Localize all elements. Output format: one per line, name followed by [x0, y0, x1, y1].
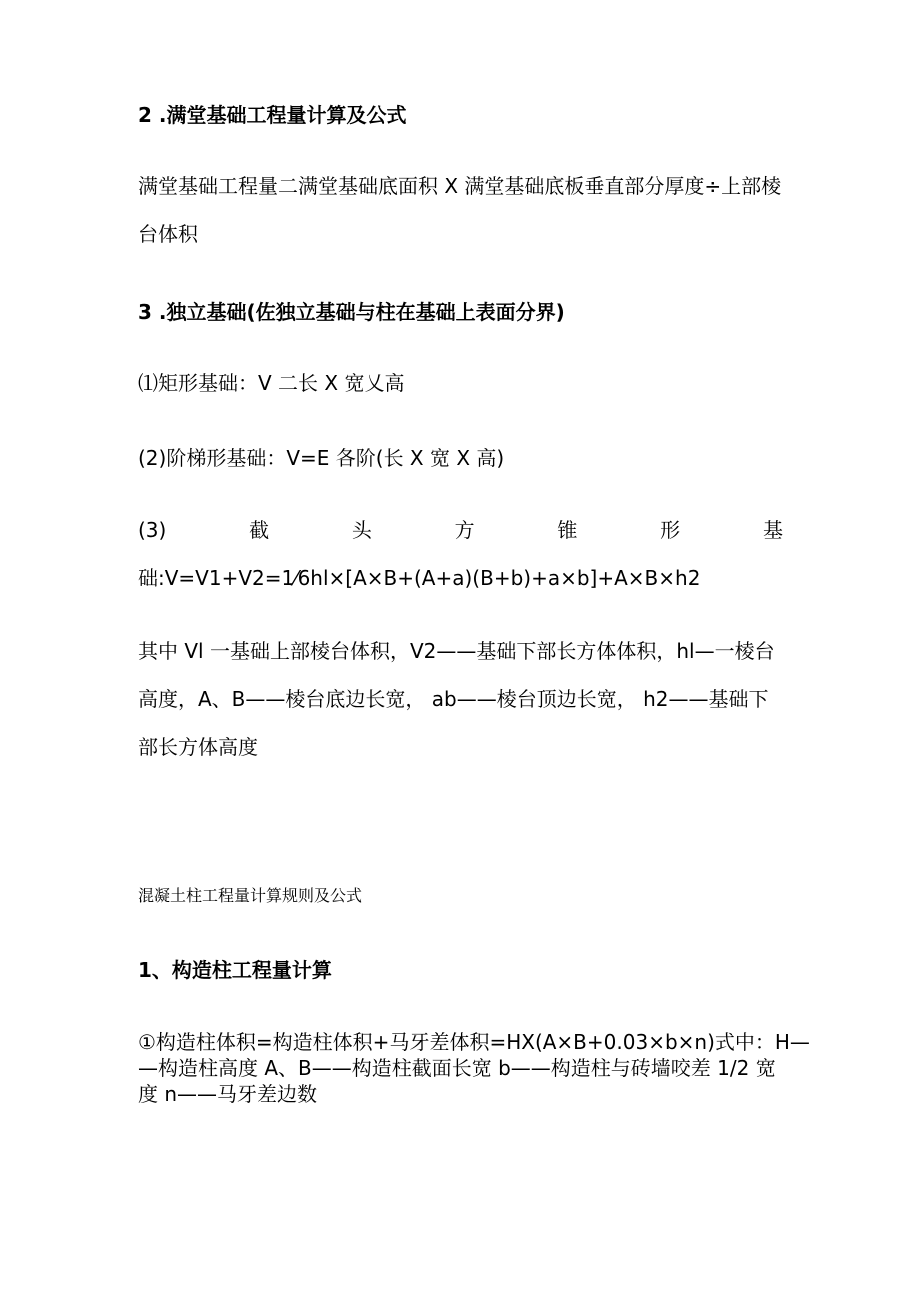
section-3-heading: 3 .独立基础(佐独立基础与柱在基础上表面分界) [138, 300, 565, 324]
frustum-foundation-formula: 础:V=V1+V2=1⁄6hl×[A×B+(A+a)(B+b)+a×b]+A×B×h2 [138, 566, 701, 590]
justified-word: (3) [138, 518, 167, 542]
column-rules-title: 混凝土柱工程量计算规则及公式 [138, 886, 363, 905]
column-formula-line-1: ①构造柱体积=构造柱体积+马牙差体积=HX(A×B+0.03×b×n)式中：H— [138, 1030, 810, 1054]
justified-word: 形 [660, 518, 681, 542]
section-2-text-line-2: 台体积 [138, 222, 198, 246]
justified-word: 锥 [557, 518, 578, 542]
justified-word: 方 [454, 518, 475, 542]
column-formula-line-2: —构造柱高度 A、B——构造柱截面长宽 b——构造柱与砖墙咬差 1/2 宽 [138, 1056, 776, 1080]
frustum-foundation-label-row [138, 518, 783, 542]
section-2-text-line-1: 满堂基础工程量二满堂基础底面积 X 满堂基础底板垂直部分厚度÷上部棱 [138, 174, 782, 198]
constructional-column-heading: 1、构造柱工程量计算 [138, 958, 332, 982]
formula-notes-line-1: 其中 Vl 一基础上部棱台体积，V2——基础下部长方体体积，hl—一棱台 [138, 639, 775, 663]
formula-notes-line-3: 部长方体高度 [138, 735, 258, 759]
section-2-heading: 2 .满堂基础工程量计算及公式 [138, 103, 407, 127]
justified-word: 截 [249, 518, 270, 542]
rect-foundation-formula: ⑴矩形基础：V 二长 X 宽乂高 [138, 371, 405, 395]
formula-notes-line-2: 高度，A、B——棱台底边长宽， ab——棱台顶边长宽， h2——基础下 [138, 687, 769, 711]
stepped-foundation-formula: (2)阶梯形基础：V=E 各阶(长 X 宽 X 高) [138, 446, 505, 470]
justified-word: 基 [762, 518, 783, 542]
justified-word: 头 [351, 518, 372, 542]
column-formula-line-3: 度 n——马牙差边数 [138, 1082, 318, 1106]
